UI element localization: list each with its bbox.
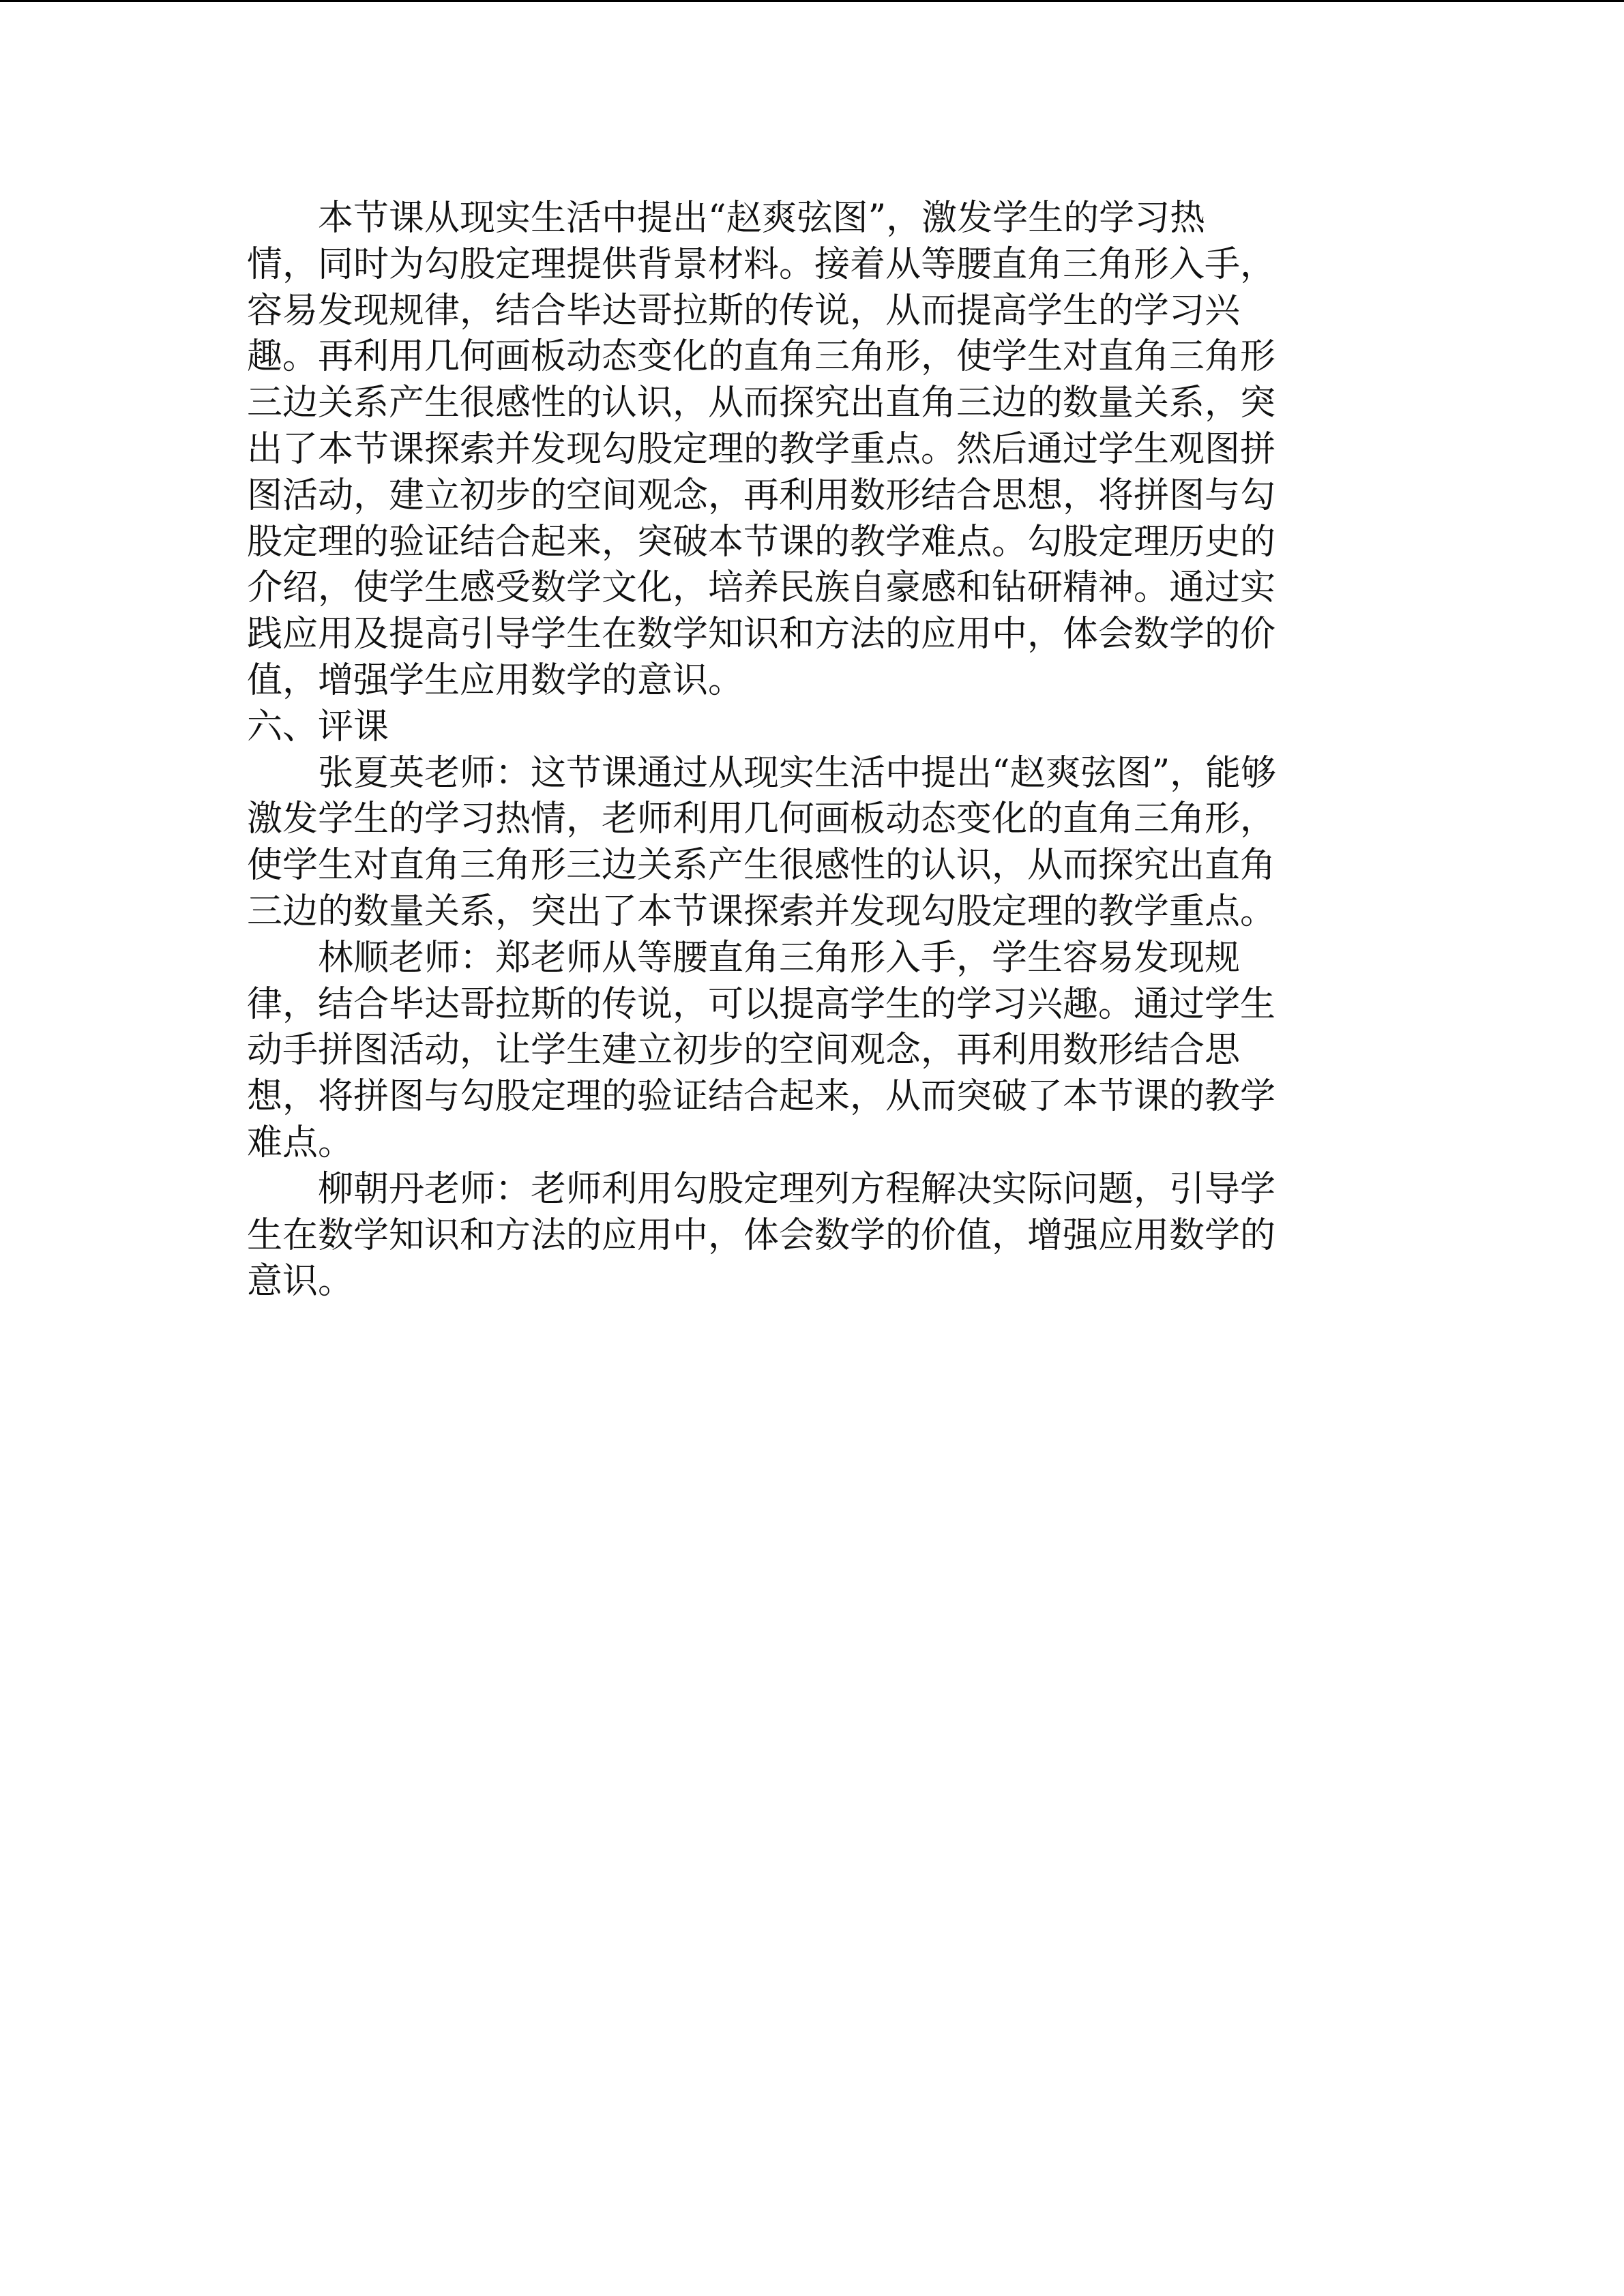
text-line: 律，结合毕达哥拉斯的传说，可以提高学生的学习兴趣。通过学生: [247, 983, 1276, 1025]
text-line: 容易发现规律，结合毕达哥拉斯的传说，从而提高学生的学习兴: [247, 290, 1241, 331]
text-line: 意识。: [247, 1261, 354, 1302]
section-heading: 六、评课: [247, 706, 389, 747]
text-line: 值，增强学生应用数学的意识。: [247, 659, 744, 701]
text-line: 激发学生的学习热情，老师利用几何画板动态变化的直角三角形，: [247, 799, 1276, 840]
text-line: 想，将拼图与勾股定理的验证结合起来，从而突破了本节课的教学: [247, 1076, 1276, 1118]
text-line: 林顺老师：郑老师从等腰直角三角形入手，学生容易发现规: [247, 937, 1241, 979]
text-line: 介绍，使学生感受数学文化，培养民族自豪感和钻研精神。通过实: [247, 567, 1276, 609]
text-line: 柳朝丹老师：老师利用勾股定理列方程解决实际问题，引导学: [247, 1168, 1276, 1210]
text-line: 使学生对直角三角形三边关系产生很感性的认识，从而探究出直角: [247, 845, 1276, 886]
text-line: 动手拼图活动，让学生建立初步的空间观念，再利用数形结合思: [247, 1030, 1241, 1071]
text-line: 生在数学知识和方法的应用中，体会数学的价值，增强应用数学的: [247, 1214, 1276, 1256]
text-line: 三边的数量关系，突出了本节课探索并发现勾股定理的教学重点。: [247, 891, 1276, 932]
text-line: 张夏英老师：这节课通过从现实生活中提出“赵爽弦图”，能够: [247, 752, 1277, 794]
text-line: 出了本节课探索并发现勾股定理的教学重点。然后通过学生观图拼: [247, 428, 1276, 470]
page-top-border: [0, 0, 1624, 2]
text-line: 难点。: [247, 1122, 354, 1163]
text-line: 股定理的验证结合起来，突破本节课的教学难点。勾股定理历史的: [247, 521, 1276, 563]
text-line: 情，同时为勾股定理提供背景材料。接着从等腰直角三角形入手，: [247, 243, 1276, 285]
text-line: 三边关系产生很感性的认识，从而探究出直角三边的数量关系，突: [247, 383, 1276, 424]
document-body: [247, 196, 1376, 1305]
text-line: 趣。再利用几何画板动态变化的直角三角形，使学生对直角三角形: [247, 336, 1276, 378]
text-line: 践应用及提高引导学生在数学知识和方法的应用中，体会数学的价: [247, 614, 1276, 655]
text-line: 图活动，建立初步的空间观念，再利用数形结合思想，将拼图与勾: [247, 475, 1276, 516]
text-line: 本节课从现实生活中提出“赵爽弦图”，激发学生的学习热: [247, 198, 1206, 239]
